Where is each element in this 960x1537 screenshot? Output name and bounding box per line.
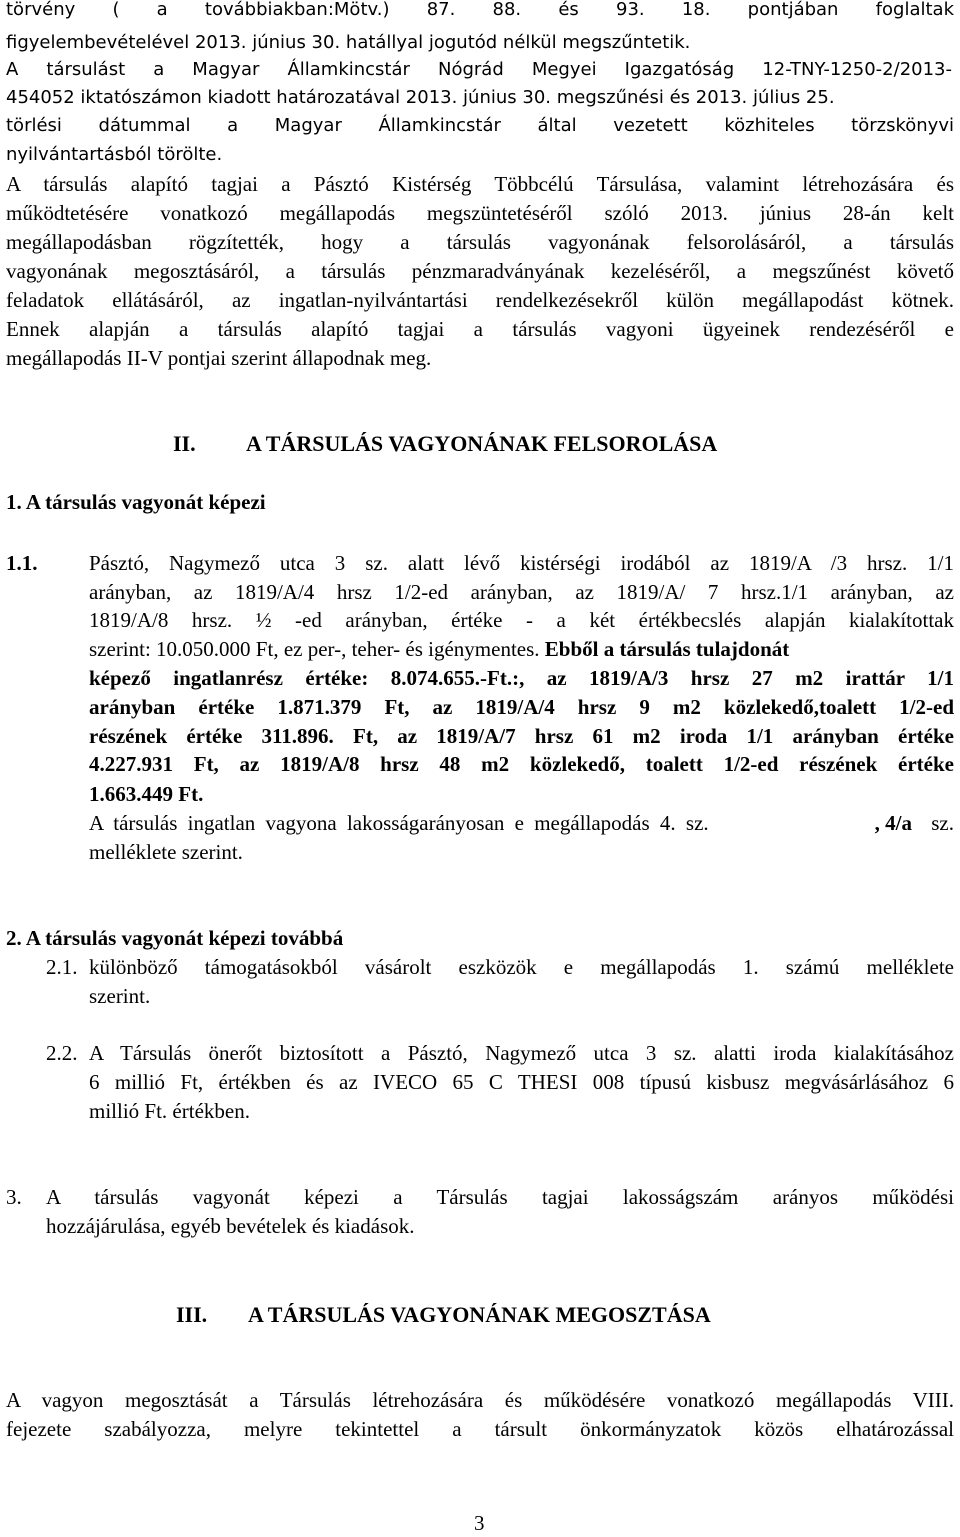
item-1-heading: 1. A társulás vagyonát képezi xyxy=(6,490,266,514)
intro-line-4: 454052 iktatószámon kiadott határozatával 2013. június 30. megszűnési és 2013. július 25. xyxy=(6,87,835,108)
para2-line-3: megállapodásban rögzítették, hogy a társulás vagyonának felsorolásáról, a társulás xyxy=(6,230,954,254)
item-1-1-line-7: részének értéke 311.896. Ft, az 1819/A/7 hrsz 61 m2 iroda 1/1 arányban értéke xyxy=(89,724,954,748)
intro-line-2: figyelembevételével 2013. június 30. hatállyal jogutód nélkül megszűntetik. xyxy=(6,32,691,53)
item-1-1-number: 1.1. xyxy=(6,551,38,575)
item-2-1-number: 2.1. xyxy=(46,955,78,979)
para2-line-4: vagyonának megosztásáról, a társulás pénzmaradványának kezeléséről, a megszűnést követő xyxy=(6,259,954,283)
item-1-1-line-3: 1819/A/8 hrsz. ½ -ed arányban, értéke - a két értékbecslés alapján kialakítottak xyxy=(89,608,954,632)
section-3-title: A TÁRSULÁS VAGYONÁNAK MEGOSZTÁSA xyxy=(248,1302,711,1327)
item-3-number: 3. xyxy=(6,1185,22,1209)
item-1-1-line-6: arányban értéke 1.871.379 Ft, az 1819/A/4 hrsz 9 m2 közlekedő,toalett 1/2-ed xyxy=(89,695,954,719)
item-2-heading: 2. A társulás vagyonát képezi továbbá xyxy=(6,926,344,950)
intro-line-3: A társulást a Magyar Államkincstár Nógrád Megyei Igazgatóság 12-TNY-1250-2/2013- xyxy=(6,59,952,80)
para2-line-6: Ennek alapján a társulás alapító tagjai a társulás vagyoni ügyeinek rendezéséről e xyxy=(6,317,954,341)
intro-line-5: törlési dátummal a Magyar Államkincstár által vezetett közhiteles törzskönyvi xyxy=(6,115,954,136)
intro-line-6: nyilvántartásból törölte. xyxy=(6,144,223,165)
item-1-1-line-2: arányban, az 1819/A/4 hrsz 1/2-ed arányban, az 1819/A/ 7 hrsz.1/1 arányban, az xyxy=(89,580,954,604)
section-2-title: A TÁRSULÁS VAGYONÁNAK FELSOROLÁSA xyxy=(246,431,718,456)
item-2-2-number: 2.2. xyxy=(46,1041,78,1065)
item-1-1-line-11: melléklete szerint. xyxy=(89,840,243,864)
page-number: 3 xyxy=(474,1511,485,1535)
section-2-number: II. xyxy=(173,431,196,456)
intro-line-1: törvény ( a továbbiakban:Mötv.) 87. 88. és 93. 18. pontjában foglaltak xyxy=(6,0,954,20)
item-1-1-line-4-normal: szerint: 10.050.000 Ft, ez per-, teher- és igénymentes. xyxy=(89,637,540,661)
item-2-2-line-1: A Társulás önerőt biztosított a Pásztó, Nagymező utca 3 sz. alatti iroda kialakításához xyxy=(89,1041,954,1065)
item-2-1-line-1: különböző támogatásokból vásárolt eszközök e megállapodás 1. számú melléklete xyxy=(89,955,954,979)
para2-line-2: működtetésére vonatkozó megállapodás megszüntetéséről szóló 2013. június 28-án kelt xyxy=(6,201,954,225)
para2-line-7: megállapodás II-V pontjai szerint állapodnak meg. xyxy=(6,346,432,370)
item-1-1-line-4-bold: Ebből a társulás tulajdonát xyxy=(544,637,790,661)
section-3-number: III. xyxy=(176,1302,208,1327)
item-1-1-line-10-b: , 4/a xyxy=(874,811,912,835)
item-2-1-line-2: szerint. xyxy=(89,984,151,1008)
item-2-2-line-2: 6 millió Ft, értékben és az IVECO 65 C THESI 008 típusú kisbusz megvásárlásához 6 xyxy=(89,1070,954,1094)
item-1-1-line-1: Pásztó, Nagymező utca 3 sz. alatt lévő kistérségi irodából az 1819/A /3 hrsz. 1/1 xyxy=(89,551,954,575)
item-3-line-1: A társulás vagyonát képezi a Társulás tagjai lakosságszám arányos működési xyxy=(46,1185,954,1209)
item-1-1-line-10-a: A társulás ingatlan vagyona lakosságarányosan e megállapodás 4. sz. xyxy=(89,811,709,835)
item-1-1-line-10-c: sz. xyxy=(926,811,954,835)
para2-line-5: feladatok ellátásáról, az ingatlan-nyilvántartási rendelkezésekről külön megállapodást kötnek. xyxy=(6,288,954,312)
item-1-1-line-10-tail xyxy=(875,813,954,834)
final-line-2: fejezete szabályozza, melyre tekintettel a társult önkormányzatok közös elhatározással xyxy=(6,1417,954,1441)
item-1-1-line-4 xyxy=(89,639,789,660)
item-1-1-line-8: 4.227.931 Ft, az 1819/A/8 hrsz 48 m2 közlekedő, toalett 1/2-ed részének értéke xyxy=(89,752,954,776)
para2-line-1: A társulás alapító tagjai a Pásztó Kistérség Többcélú Társulása, valamint létrehozására és xyxy=(6,172,954,196)
item-2-2-line-3: millió Ft. értékben. xyxy=(89,1099,250,1123)
item-1-1-line-10 xyxy=(89,813,954,834)
item-3-line-2: hozzájárulása, egyéb bevételek és kiadások. xyxy=(46,1214,415,1238)
item-1-1-line-9: 1.663.449 Ft. xyxy=(89,782,204,806)
item-1-1-line-5: képező ingatlanrész értéke: 8.074.655.-Ft.:, az 1819/A/3 hrsz 27 m2 irattár 1/1 xyxy=(89,666,954,690)
final-line-1: A vagyon megosztását a Társulás létrehozására és működésére vonatkozó megállapodás VIII. xyxy=(6,1388,954,1412)
